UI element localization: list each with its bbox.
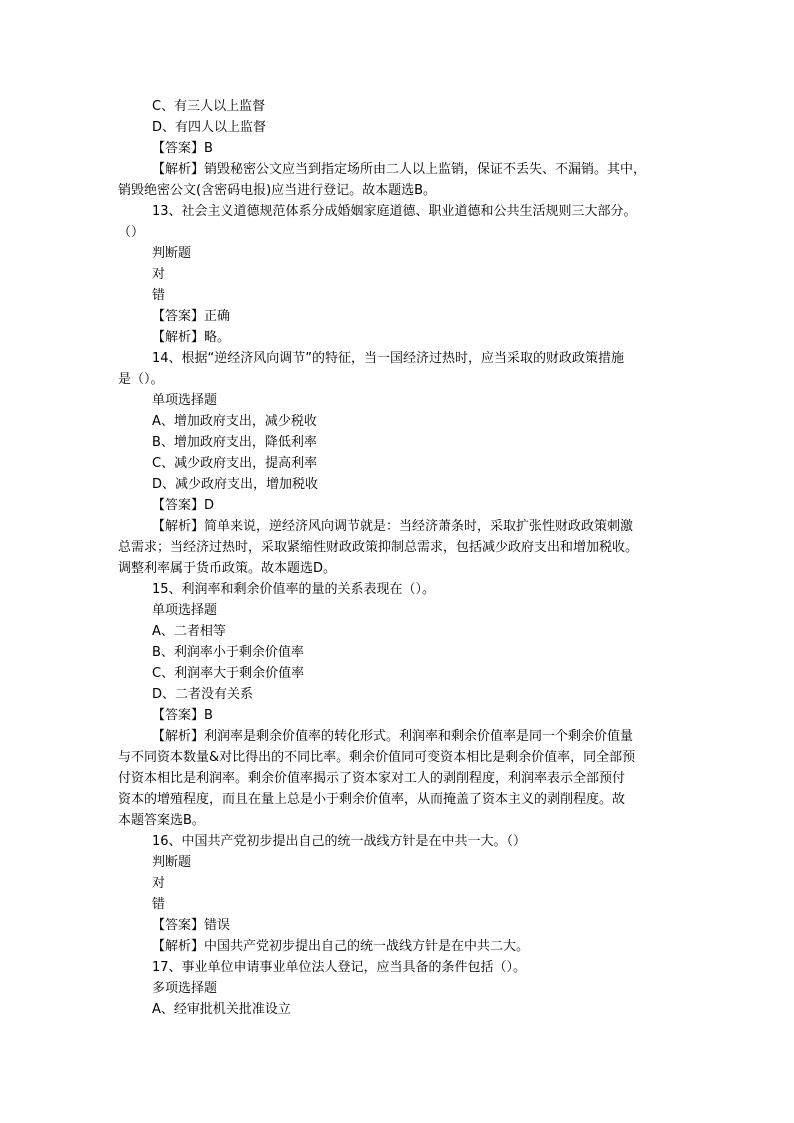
q15-analysis-line-1: 【解析】利润率是剩余价值率的转化形式。利润率和剩余价值率是同一个剩余价值量	[152, 729, 634, 744]
q14-analysis-line-3: 调整利率属于货币政策。故本题选D。	[118, 561, 337, 576]
q16-analysis: 【解析】中国共产党初步提出自己的统一战线方针是在中共二大。	[152, 939, 530, 954]
q16-stem: 16、中国共产党初步提出自己的统一战线方针是在中共一大。（）	[152, 834, 527, 849]
q15-option-c: C、利润率大于剩余价值率	[152, 666, 305, 681]
q13-stem-line-2: （）	[118, 225, 145, 240]
q14-analysis-line-1: 【解析】简单来说，逆经济风向调节就是：当经济萧条时，采取扩张性财政政策刺激	[152, 519, 634, 534]
q15-stem: 15、利润率和剩余价值率的量的关系表现在（）。	[152, 582, 436, 597]
q14-type: 单项选择题	[152, 393, 218, 408]
q15-option-a: A、二者相等	[152, 624, 226, 639]
q13-answer: 【答案】正确	[152, 309, 231, 324]
q13-stem-line-1: 13、社会主义道德规范体系分成婚姻家庭道德、职业道德和公共生活规则三大部分。	[152, 204, 637, 219]
q17-option-a: A、经审批机关批准设立	[152, 1002, 291, 1017]
q15-option-d: D、二者没有关系	[152, 687, 254, 702]
q15-analysis-line-5: 本题答案选B。	[118, 813, 205, 828]
q16-type: 判断题	[152, 855, 192, 870]
q14-option-b: B、增加政府支出，降低利率	[152, 435, 317, 450]
q14-option-c: C、减少政府支出，提高利率	[152, 456, 318, 471]
q13-type: 判断题	[152, 246, 192, 261]
q14-stem-line-2: 是（）。	[118, 372, 164, 387]
q15-option-b: B、利润率小于剩余价值率	[152, 645, 304, 660]
q13-option-true: 对	[152, 267, 166, 282]
q16-option-true: 对	[152, 876, 166, 891]
q14-option-a: A、增加政府支出，减少税收	[152, 414, 317, 429]
q12-option-d: D、有四人以上监督	[152, 120, 267, 135]
q15-analysis-line-4: 资本的增殖程度，而且在量上总是小于剩余价值率，从而掩盖了资本主义的剥削程度。故	[118, 792, 626, 807]
q12-analysis-line-1: 【解析】销毁秘密公文应当到指定场所由二人以上监销，保证不丢失、不漏销。其中，	[152, 162, 647, 177]
q12-analysis-line-2: 销毁绝密公文(含密码电报)应当进行登记。故本题选B。	[118, 183, 437, 198]
q16-answer: 【答案】错误	[152, 918, 231, 933]
q15-answer: 【答案】B	[152, 708, 213, 723]
q13-option-false: 错	[152, 288, 166, 303]
q15-analysis-line-2: 与不同资本数量&对比得出的不同比率。剩余价值同可变资本相比是剩余价值率，同全部预	[118, 750, 636, 765]
q14-answer: 【答案】D	[152, 498, 215, 513]
q14-option-d: D、减少政府支出，增加税收	[152, 477, 319, 492]
q14-stem-line-1: 14、根据“逆经济风向调节”的特征，当一国经济过热时，应当采取的财政政策措施	[152, 351, 625, 366]
q13-analysis: 【解析】略。	[152, 330, 231, 345]
q15-type: 单项选择题	[152, 603, 218, 618]
q17-type: 多项选择题	[152, 981, 218, 996]
q15-analysis-line-3: 付资本相比是利润率。剩余价值率揭示了资本家对工人的剥削程度，利润率表示全部预付	[118, 771, 626, 786]
q12-option-c: C、有三人以上监督	[152, 99, 266, 114]
q14-analysis-line-2: 总需求；当经济过热时，采取紧缩性财政政策抑制总需求，包括减少政府支出和增加税收。	[118, 540, 639, 555]
q12-answer: 【答案】B	[152, 141, 213, 156]
q16-option-false: 错	[152, 897, 166, 912]
q17-stem: 17、事业单位申请事业单位法人登记，应当具备的条件包括（）。	[152, 960, 527, 975]
